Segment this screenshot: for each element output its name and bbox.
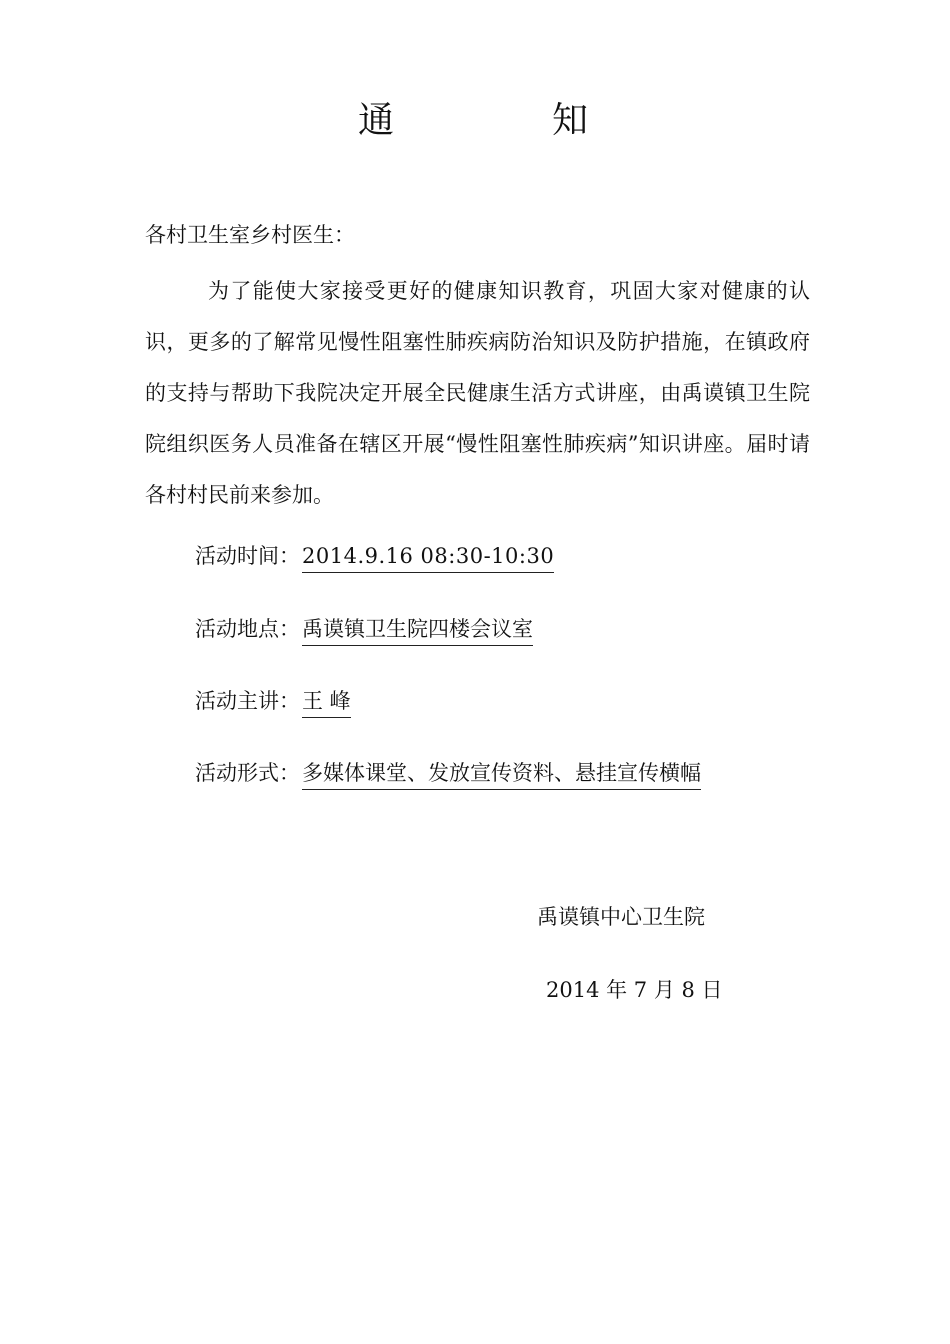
activity-place-label: 活动地点： xyxy=(195,617,300,641)
activity-speaker-row xyxy=(195,686,351,718)
activity-form-label: 活动形式： xyxy=(195,761,300,785)
activity-time-label: 活动时间： xyxy=(195,544,300,568)
notice-body: 为了能使大家接受更好的健康知识教育，巩固大家对健康的认识，更多的了解常见慢性阻塞性肺疾病防治知识及防护措施，在镇政府的支持与帮助下我院决定开展全民健康生活方式讲座，由禹谟镇卫生院院组织医务人员准备在辖区开展“慢性阻塞性肺疾病”知识讲座。届时请各村村民前来参加。 xyxy=(145,279,810,507)
salutation: 各村卫生室乡村医生： xyxy=(145,223,355,247)
issuing-organization: 禹谟镇中心卫生院 xyxy=(537,905,705,929)
title-char-2: 知 xyxy=(552,100,589,141)
issue-date: 2014 年 7 月 8 日 xyxy=(546,978,723,1002)
activity-form-row xyxy=(195,758,701,790)
activity-form-value: 多媒体课堂、发放宣传资料、悬挂宣传横幅 xyxy=(302,758,701,790)
title-char-1: 通 xyxy=(358,100,395,141)
activity-speaker-value: 王 峰 xyxy=(302,686,351,718)
activity-speaker-label: 活动主讲： xyxy=(195,689,300,713)
activity-place-row xyxy=(195,614,533,646)
activity-place-value: 禹谟镇卫生院四楼会议室 xyxy=(302,614,533,646)
activity-time-value: 2014.9.16 08:30-10:30 xyxy=(302,541,554,573)
activity-time-row xyxy=(195,541,554,573)
